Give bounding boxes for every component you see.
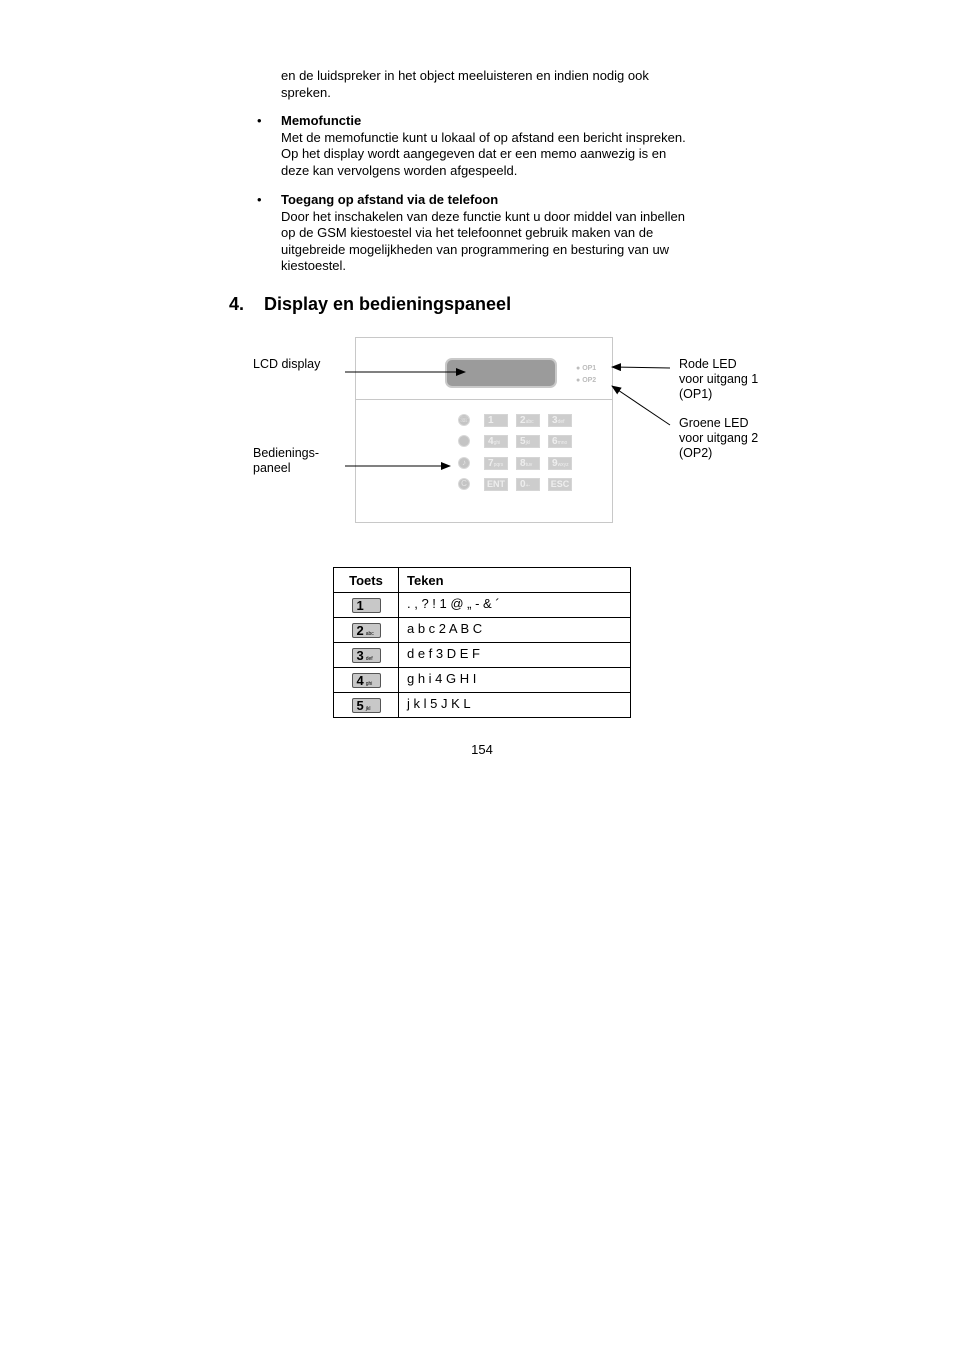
keypad-key-5: 5jkl — [516, 435, 540, 448]
keypad-key-1: 1 — [484, 414, 508, 427]
callout-arrows — [0, 0, 954, 600]
keypad-key-0: 0+- — [516, 478, 540, 491]
bullet-line: Op het display wordt aangegeven dat er een memo aanwezig is en — [281, 146, 667, 161]
bullet-line: deze kan vervolgens worden afgespeeld. — [281, 162, 518, 178]
bullet-line: uitgebreide mogelijkheden van programmering en besturing van uw — [281, 241, 670, 257]
keypad-key-esc: ESC — [548, 478, 572, 491]
key-icon-5: 5 jkl — [352, 698, 381, 713]
callout-green-led: Groene LED voor uitgang 2 (OP2) — [679, 416, 759, 460]
table-header-row — [334, 568, 631, 593]
keypad-key-6: 6mno — [548, 435, 572, 448]
table-row — [334, 593, 631, 618]
intro-line: en de luidspreker in het object meeluisteren en indien nodig ook — [281, 68, 649, 83]
bullet-line: Door het inschakelen van deze functie kunt u door middel van inbellen — [281, 208, 685, 224]
table-row — [334, 618, 631, 643]
table-cell-chars: j k l 5 J K L — [399, 693, 631, 718]
arrow-red-led — [612, 367, 670, 368]
key-character-table — [333, 567, 631, 718]
intro-line: spreken. — [281, 84, 331, 100]
callout-red-led: Rode LED voor uitgang 1 (OP1) — [679, 357, 759, 401]
key-icon-1: 1 — [352, 598, 381, 613]
keypad-key-2: 2abc — [516, 414, 540, 427]
bullet-title: Toegang op afstand via de telefoon — [281, 192, 499, 207]
clear-icon: C — [458, 478, 470, 490]
key-icon-2: 2 abc — [352, 623, 381, 638]
section-number: 4. — [229, 294, 245, 314]
phone-icon: ☏ — [459, 415, 470, 424]
arrow-green-led — [612, 386, 670, 425]
table-header-teken: Teken — [399, 568, 631, 593]
bullet-line: kiestoestel. — [281, 258, 347, 273]
table-row — [334, 693, 631, 718]
callout-lcd: LCD display — [253, 357, 321, 371]
bullet-dot: • — [257, 192, 262, 207]
keypad-key-9: 9wxyz — [548, 457, 572, 470]
table-cell-chars: g h i 4 G H I — [399, 668, 631, 693]
keypad-key-4: 4ghi — [484, 435, 508, 448]
bullet-title: Memofunctie — [281, 113, 362, 128]
page-number: 154 — [471, 742, 493, 757]
keypad-key-ent: ENT — [484, 478, 508, 491]
callout-panel: Bedienings- paneel — [253, 446, 320, 475]
key-icon-4: 4 ghi — [352, 673, 381, 688]
section-title: Display en bedieningspaneel — [264, 294, 512, 314]
keypad-key-7: 7pqrs — [484, 457, 508, 470]
bullet-line: op de GSM kiestoestel via het telefoonnet gebruik maken van de — [281, 225, 654, 240]
key-icon-3: 3 def — [352, 648, 381, 663]
table-row — [334, 643, 631, 668]
led-op2-label: ● OP2 — [576, 377, 597, 384]
table-cell-chars: . , ? ! 1 @ „ - & ´ — [399, 593, 631, 618]
led-op1-label: ● OP1 — [576, 365, 597, 372]
bullet-line: Met de memofunctie kunt u lokaal of op afstand een bericht inspreken. — [281, 129, 686, 145]
bullet-dot: • — [257, 113, 262, 128]
keypad-key-8: 8tuv — [516, 457, 540, 470]
mic-icon: ♪ — [458, 457, 470, 469]
table-row — [334, 668, 631, 693]
table-cell-chars: a b c 2 A B C — [399, 618, 631, 643]
keypad-key-3: 3def — [548, 414, 572, 427]
table-cell-chars: d e f 3 D E F — [399, 643, 631, 668]
table-header-toets: Toets — [334, 568, 399, 593]
